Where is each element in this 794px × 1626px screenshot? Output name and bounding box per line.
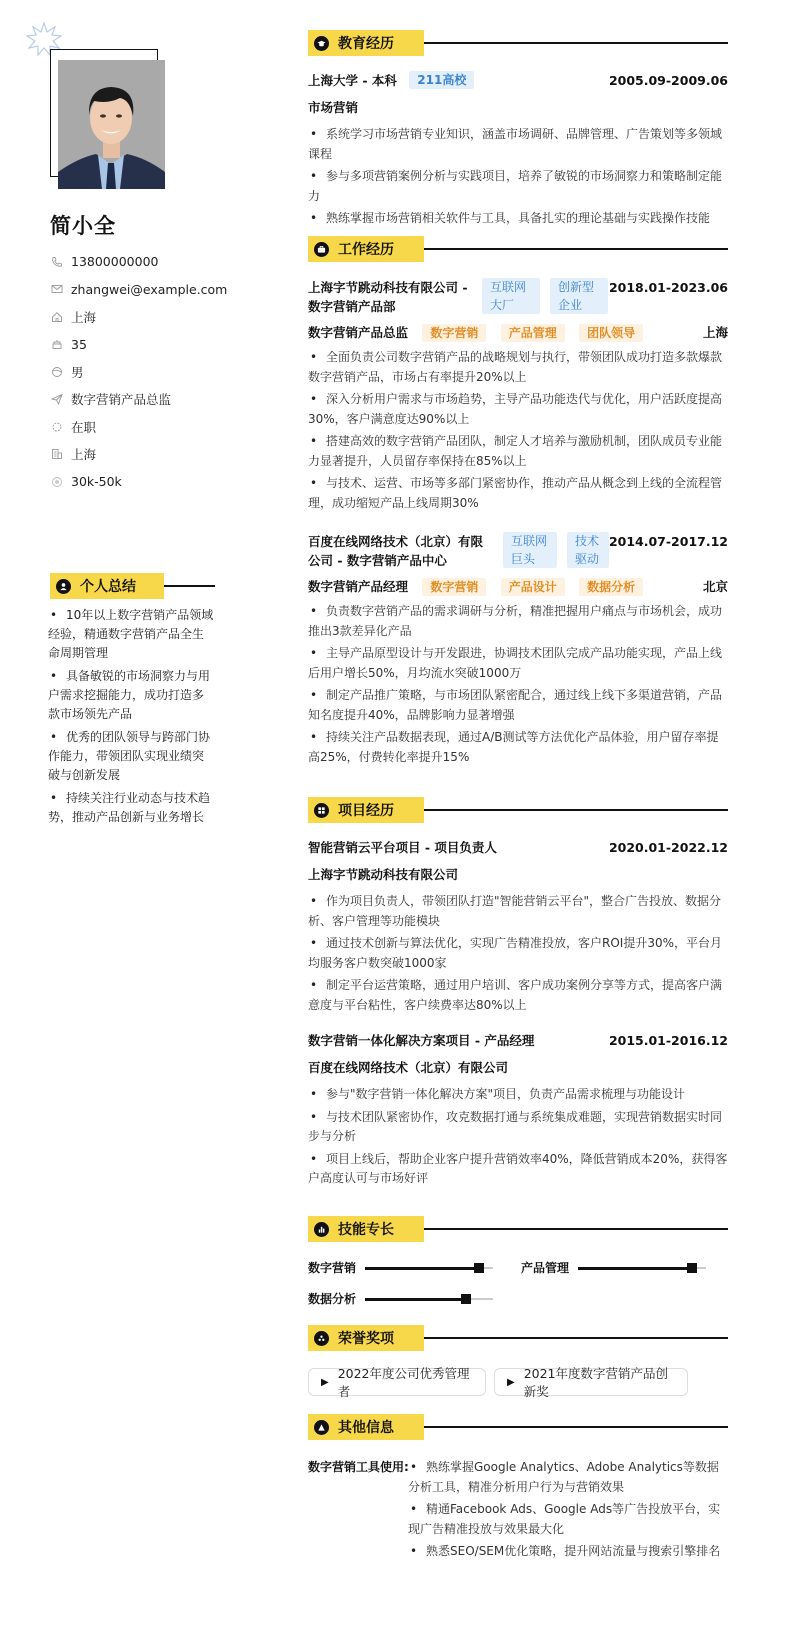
- work-detail-item: • 与技术、运营、市场等多部门紧密协作，推动产品从概念到上线的全流程管理，成功缩短产品上线周期30%: [308, 474, 728, 513]
- skill-level-fill: [578, 1267, 693, 1270]
- education-details: [308, 125, 728, 229]
- gender-icon: [50, 365, 64, 379]
- work-date: 2014.07-2017.12: [608, 534, 728, 549]
- skill-tag: 团队领导: [579, 324, 643, 342]
- skill-level-fill: [365, 1298, 467, 1301]
- award-chip: [494, 1366, 688, 1399]
- skill-tag: 产品设计: [501, 578, 565, 596]
- project-detail-item: • 参与"数字营销一体化解决方案"项目，负责产品需求梳理与功能设计: [308, 1085, 728, 1105]
- project-detail-item: • 作为项目负责人，带领团队打造"智能营销云平台"，整合广告投放、数据分析、客户管理等功能模块: [308, 892, 728, 931]
- work-detail-item: • 负责数字营销产品的需求调研与分析，精准把握用户痛点与市场机会，成功推出3款差异化产品: [308, 602, 728, 641]
- skill-name: 数字营销: [308, 1261, 357, 1275]
- grid-icon: [314, 803, 329, 818]
- project-details: [308, 892, 728, 1015]
- position-value: 数字营销产品总监: [71, 392, 172, 408]
- section-divider: [164, 585, 215, 587]
- phone-number: 13800000000: [71, 254, 159, 270]
- section-divider: [424, 1228, 728, 1230]
- skill-level-knob: [687, 1263, 697, 1273]
- skill-name: 数据分析: [308, 1292, 357, 1306]
- section-divider: [424, 42, 728, 44]
- hometown-value: 上海: [71, 309, 97, 325]
- skill-tag: 数字营销: [422, 324, 486, 342]
- award-label: 2021年度数字营销产品创新奖: [523, 1366, 669, 1399]
- salary-value: 30k-50k: [71, 474, 122, 490]
- skill-level-bar: [365, 1298, 493, 1300]
- work-entry: [308, 278, 728, 516]
- info-city: [50, 441, 227, 469]
- info-position: [50, 386, 227, 414]
- company-name: 百度在线网络技术（北京）有限公司 - 数字营销产品中心: [308, 534, 484, 568]
- briefcase-icon: [314, 242, 329, 257]
- work-detail-item: • 深入分析用户需求与市场趋势，主导产品功能迭代与优化，用户活跃度提高30%，客户满意度达90%以上: [308, 390, 728, 429]
- age-value: 35: [71, 336, 87, 352]
- work-detail-item: • 全面负责公司数字营销产品的战略规划与执行，带领团队成功打造多款爆款数字营销产品，市场占有率提升20%以上: [308, 348, 728, 387]
- info-status: [50, 413, 227, 441]
- work-detail-item: • 持续关注产品数据表现，通过A/B测试等方法优化产品体验，用户留存率提高25%，付费转化率提升15%: [308, 728, 728, 767]
- info-hometown: [50, 303, 227, 331]
- project-name: 数字营销一体化解决方案项目 - 产品经理: [308, 1033, 535, 1048]
- project-entry: [308, 838, 728, 1018]
- skill-level-fill: [365, 1267, 480, 1270]
- section-title: 个人总结: [80, 579, 136, 595]
- info-gender: [50, 358, 227, 386]
- home-icon: [50, 310, 64, 324]
- work-detail-item: • 搭建高效的数字营销产品团队，制定人才培养与激励机制，团队成员专业能力显著提升，人员留存率保持在85%以上: [308, 432, 728, 471]
- project-detail-item: • 与技术团队紧密协作，攻克数据打通与系统集成难题，实现营销数据实时同步与分析: [308, 1108, 728, 1147]
- work-detail-item: • 主导产品原型设计与开发跟进，协调技术团队完成产品功能实现，产品上线后用户增长50%，月均流水突破1000万: [308, 644, 728, 683]
- skill-level-bar: [365, 1267, 493, 1269]
- job-role: 数字营销产品总监: [308, 325, 409, 340]
- building-icon: [50, 447, 64, 461]
- job-role: 数字营销产品经理: [308, 579, 409, 594]
- info-age: [50, 331, 227, 359]
- work-detail-item: • 制定产品推广策略，与市场团队紧密配合，通过线上线下多渠道营销，产品知名度提升40%，品牌影响力显著增强: [308, 686, 728, 725]
- award-icon: [314, 1331, 329, 1346]
- contact-info-list: [50, 248, 227, 496]
- status-value: 在职: [71, 419, 97, 435]
- section-header-other: [308, 1414, 728, 1440]
- section-tag: [308, 1216, 424, 1242]
- summary-item: • 优秀的团队领导与跨部门协作能力，带领团队实现业绩突破与创新发展: [48, 728, 215, 785]
- section-tag: [308, 1325, 424, 1351]
- summary-item: • 持续关注行业动态与技术趋势，推动产品创新与业务增长: [48, 789, 215, 827]
- status-icon: [50, 420, 64, 434]
- graduation-cap-icon: [314, 36, 329, 51]
- user-icon: [56, 579, 71, 594]
- company-badge: 互联网巨头: [503, 532, 557, 568]
- skill-tag: 数据分析: [579, 578, 643, 596]
- project-date: 2020.01-2022.12: [608, 840, 728, 855]
- section-header-summary: [50, 573, 215, 599]
- project-details: [308, 1085, 728, 1189]
- skill-level-knob: [474, 1263, 484, 1273]
- section-tag: [308, 236, 424, 262]
- email-address: zhangwei@example.com: [71, 281, 228, 297]
- award-label: 2022年度公司优秀管理者: [337, 1366, 470, 1399]
- phone-icon: [50, 255, 64, 269]
- section-title: 工作经历: [338, 242, 394, 258]
- candidate-name: 简小全: [50, 214, 116, 238]
- skill-name: 产品管理: [521, 1261, 570, 1275]
- section-title: 荣誉奖项: [338, 1331, 394, 1347]
- section-header-education: [308, 30, 728, 56]
- work-date: 2018.01-2023.06: [608, 280, 728, 295]
- section-tag: [50, 573, 164, 599]
- project-company: 上海字节跳动科技有限公司: [308, 867, 459, 882]
- company-badge: 技术驱动: [567, 532, 609, 568]
- section-header-work: [308, 236, 728, 262]
- school-badge: 211高校: [409, 71, 474, 89]
- work-city: 北京: [702, 579, 728, 594]
- other-info-item: • 精通Facebook Ads、Google Ads等广告投放平台，实现广告精准投放与效果最大化: [408, 1500, 728, 1539]
- project-detail-item: • 项目上线后，帮助企业客户提升营销效率40%，降低营销成本20%，获得客户高度认可与市场好评: [308, 1150, 728, 1189]
- section-header-awards: [308, 1325, 728, 1351]
- other-info-item: • 熟悉SEO/SEM优化策略，提升网站流量与搜索引擎排名: [408, 1542, 728, 1562]
- bar-chart-icon: [314, 1222, 329, 1237]
- section-tag: [308, 30, 424, 56]
- skill-tag: 数字营销: [422, 578, 486, 596]
- section-divider: [424, 1426, 728, 1428]
- cake-icon: [50, 337, 64, 351]
- mail-icon: [50, 282, 64, 296]
- school-name: 上海大学 - 本科: [308, 73, 397, 88]
- avatar-photo: [58, 60, 165, 189]
- gender-value: 男: [71, 364, 84, 380]
- company-badge: 互联网大厂: [482, 278, 540, 314]
- skill-item: [521, 1259, 706, 1276]
- project-entry: [308, 1031, 728, 1192]
- other-info-label: 数字营销工具使用:: [308, 1460, 409, 1474]
- section-header-projects: [308, 797, 728, 823]
- skill-level-knob: [461, 1294, 471, 1304]
- work-details: [308, 348, 728, 513]
- education-date: 2005.09-2009.06: [608, 73, 728, 88]
- education-entry: [308, 71, 728, 232]
- company-badge: 创新型企业: [550, 278, 608, 314]
- send-icon: [50, 392, 64, 406]
- education-detail-item: • 参与多项营销案例分析与实践项目，培养了敏锐的市场洞察力和策略制定能力: [308, 167, 728, 206]
- section-title: 技能专长: [338, 1222, 394, 1238]
- award-chip: [308, 1366, 486, 1399]
- section-divider: [424, 248, 728, 250]
- section-tag: [308, 797, 424, 823]
- play-triangle-icon: ▶: [321, 1376, 329, 1388]
- skill-item: [308, 1290, 493, 1307]
- summary-item: • 具备敏锐的市场洞察力与用户需求挖掘能力，成功打造多款市场领先产品: [48, 667, 215, 724]
- info-phone: [50, 248, 227, 276]
- section-header-skills: [308, 1216, 728, 1242]
- work-details: [308, 602, 728, 767]
- work-entry: [308, 532, 728, 770]
- section-title: 其他信息: [338, 1420, 394, 1436]
- project-company: 百度在线网络技术（北京）有限公司: [308, 1060, 509, 1075]
- company-name: 上海字节跳动科技有限公司 - 数字营销产品部: [308, 280, 468, 314]
- skill-level-bar: [578, 1267, 706, 1269]
- section-title: 项目经历: [338, 803, 394, 819]
- education-major: 市场营销: [308, 100, 359, 115]
- section-divider: [424, 1337, 728, 1339]
- project-name: 智能营销云平台项目 - 项目负责人: [308, 840, 497, 855]
- section-tag: [308, 1414, 424, 1440]
- info-email: [50, 276, 227, 304]
- education-detail-item: • 熟练掌握市场营销相关软件与工具，具备扎实的理论基础与实践操作技能: [308, 209, 728, 229]
- project-detail-item: • 通过技术创新与算法优化，实现广告精准投放，客户ROI提升30%，平台月均服务客户数突破1000家: [308, 934, 728, 973]
- work-city: 上海: [702, 325, 728, 340]
- skill-item: [308, 1259, 493, 1276]
- summary-list: [48, 606, 215, 831]
- project-date: 2015.01-2016.12: [608, 1033, 728, 1048]
- other-info-entry: [308, 1458, 728, 1565]
- info-icon: [314, 1420, 329, 1435]
- other-info-list: [408, 1458, 728, 1565]
- section-divider: [424, 809, 728, 811]
- education-detail-item: • 系统学习市场营销专业知识，涵盖市场调研、品牌管理、广告策划等多领域课程: [308, 125, 728, 164]
- salary-icon: [50, 475, 64, 489]
- other-info-item: • 熟练掌握Google Analytics、Adobe Analytics等数据分析工具，精准分析用户行为与营销效果: [408, 1458, 728, 1497]
- play-triangle-icon: ▶: [507, 1376, 515, 1388]
- project-detail-item: • 制定平台运营策略，通过用户培训、客户成功案例分享等方式，提高客户满意度与平台粘性，客户续费率达80%以上: [308, 976, 728, 1015]
- summary-item: • 10年以上数字营销产品领域经验，精通数字营销产品全生命周期管理: [48, 606, 215, 663]
- section-title: 教育经历: [338, 36, 394, 52]
- skill-tag: 产品管理: [501, 324, 565, 342]
- info-salary: [50, 468, 227, 496]
- city-value: 上海: [71, 447, 97, 463]
